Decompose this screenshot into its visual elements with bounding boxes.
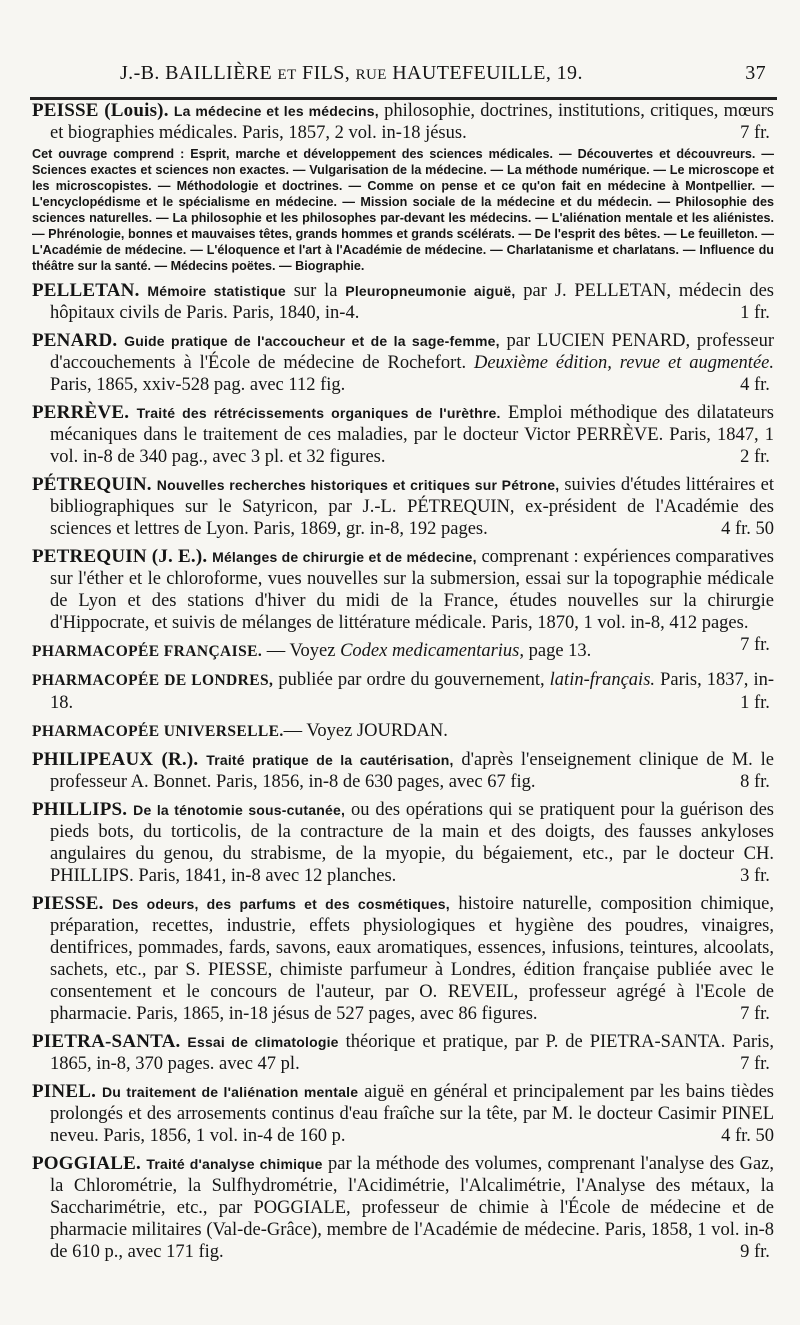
entry-author: PIETRA-SANTA. (32, 1031, 181, 1052)
entry-details: par la méthode des volumes, comprenant l'analyse des Gaz, la Chlorométrie, la Sulfhydrométrie, l'Acidimétrie, l'Alcalimétrie, l'Analyse des métaux, la Saccharimétrie, etc., par POGGIALE, professeur de chimie à l'École de médecine et de pharmacie militaires (Val-de-Grâce), membre de l'Académie de médecine. Paris, 1858, 1 vol. in-8 de 610 p., avec 171 fig. (50, 1154, 775, 1262)
entry-author: PETREQUIN (J. E.). (32, 546, 208, 567)
entry-author: PEISSE (Louis). (32, 100, 169, 121)
entry-title: Essai de climatologie (187, 1034, 339, 1050)
entry-price: 9 fr. (740, 1242, 770, 1262)
entry-phillips (32, 799, 774, 887)
entry-title: Traité pratique de la cautérisation, (206, 752, 454, 768)
entry-details: comprenant : expériences comparatives sur l'éther et le chloroforme, vues nouvelles sur la submersion, essai sur la topographie médicale de Lyon et des stations d'hiver du midi de la France, études nouvelles sur la chirurgie d'Hippocrate, et suivis de mélanges de littérature médicale. Paris, 1870, 1 vol. in-8, 412 pages. (50, 547, 775, 633)
entry-details: d'après l'enseignement clinique de M. le professeur A. Bonnet. Paris, 1856, in-8 de 630 pages, avec 67 fig. (50, 750, 774, 792)
entry-pelletan: PELLETAN. Mémoire statistique sur la Pleuropneumonie aiguë, par J. PELLETAN, médecin des hôpitaux civils de Paris. Paris, 1840, in-4. 1 fr. (32, 280, 775, 323)
entry-title: Des odeurs, des parfums et des cosmétiques, (112, 896, 450, 912)
entry-details: suivies d'études littéraires et bibliographiques sur le Satyricon, par J.-L. PÉTREQUIN, ex-président de l'Académie des sciences et lettres de Lyon. Paris, 1869, gr. in-8, 192 pages. (50, 475, 774, 539)
entry-author: PHARMACOPÉE FRANÇAISE. (32, 643, 263, 660)
catalogue-entries (32, 100, 774, 1269)
entry-title: Mémoire statistique (147, 283, 286, 299)
entry-title: La médecine et les médecins, (173, 103, 379, 119)
entry-price: 8 fr. (740, 772, 770, 792)
entry-title: Du traitement de l'aliénation mentale (101, 1084, 359, 1100)
entry-poggiale (32, 1153, 774, 1263)
entry-author: POGGIALE. (32, 1153, 141, 1174)
entry-author: PELLETAN. (32, 280, 140, 301)
entry-penard: PENARD. Guide pratique de l'accoucheur et de la sage-femme, par LUCIEN PENARD, professeur d'accouchements à l'École de médecine de Rochefort. Deuxième édition, revue et augmentée. Paris, 1865, xxiv-528 pag. avec 112 fig. 4 fr. (32, 330, 774, 395)
entry-details: aiguë en général et principalement par les bains tièdes prolongés et des arrosements continus d'eau fraîche sur la tête, par M. le docteur Casimir PINEL neveu. Paris, 1856, 1 vol. in-4 de 160 p. (50, 1082, 775, 1146)
entry-details: par LUCIEN PENARD, professeur d'accouchements à l'École de médecine de Rochefort. (50, 331, 774, 373)
entry-price: 4 fr. 50 (721, 519, 774, 539)
entry-details: philosophie, doctrines, institutions, critiques, mœurs et biographies médicales. Paris, 1857, 2 vol. in-18 jésus. (50, 101, 775, 143)
entry-title: Traité d'analyse chimique (146, 1156, 323, 1172)
entry-details: — Voyez JOURDAN. (283, 721, 448, 741)
running-head (32, 58, 774, 88)
entry-pinel (32, 1081, 774, 1147)
entry-price: 1 fr. (740, 303, 770, 323)
entry-details: histoire naturelle, composition chimique, préparation, recettes, industrie, effets physiologiques et hygiène des poudres, vinaigres, dentifrices, pommades, fards, savons, eaux aromatiques, essences, infusions, teintures, alcoolats, sachets, etc., par S. PIESSE, chimiste parfumeur à Londres, édition française publiée avec le consentement et le concours de l'auteur, par O. REVEIL, professeur agrégé à l'Ecole de pharmacie. Paris, 1865, in-18 jésus de 527 pages, avec 86 figures. (50, 894, 774, 1024)
entry-author: PHARMACOPÉE UNIVERSELLE. (32, 723, 284, 740)
entry-price: 4 fr. (740, 375, 770, 395)
entry-author: PHARMACOPÉE DE LONDRES, (32, 672, 274, 689)
entry-author: PIESSE. (32, 893, 104, 914)
entry-author: PHILIPEAUX (R.). (32, 749, 199, 770)
entry-note: Cet ouvrage comprend : Esprit, marche et développement des sciences médicales. — Découvertes et découvreurs. — Sciences exactes et sciences non exactes. — Vulgarisation de la médecine. — La méthode numérique. — Le microscope et les microscopistes. — Méthodologie et doctrines. — Comme on pense et ce qu'on fait en médecine à Montpellier. — L'encyclopédisme et le spécialisme en médecine. — Mission sociale de la médecine et du médecin. — Philosophie des sciences naturelles. — La philosophie et les philosophes par-devant les médecins. — L'aliénation mentale et les aliénistes. — Phrénologie, bonnes et mauvaises têtes, grands hommes et grands scélérats. — De l'esprit des bêtes. — Le feuilleton. — L'Académie de médecine. — L'éloquence et l'art à l'Académie de médecine. — Charlatanisme et charlatans. — Influence du théâtre sur la santé. — Médecins poëtes. — Biographie. (32, 147, 774, 273)
page-number: 37 (745, 62, 766, 84)
entry-author: PÉTREQUIN. (32, 474, 152, 495)
entry-author: PINEL. (32, 1081, 97, 1102)
entry-petrequin (32, 474, 774, 540)
entry-title-2: Pleuropneumonie aiguë, (345, 283, 516, 299)
entry-philipeaux (32, 749, 774, 793)
entry-details: Paris, 1837, in-18. (50, 670, 774, 713)
entry-details: par J. PELLETAN, médecin des hôpitaux civils de Paris. Paris, 1840, in-4. (50, 281, 775, 323)
entry-piesse (32, 893, 774, 1025)
entry-price: 7 fr. (740, 1054, 770, 1074)
entry-edition: Deuxième édition, revue et augmentée. (473, 353, 774, 373)
entry-details: Emploi méthodique des dilatateurs mécaniques dans le traitement de ces maladies, par le docteur Victor PERRÈVE. Paris, 1847, 1 vol. in-8 de 340 pag., avec 3 pl. et 32 figures. (50, 403, 775, 467)
entry-pharmacopee-universelle (32, 720, 774, 743)
entry-title: Nouvelles recherches historiques et critiques sur Pétrone, (156, 477, 560, 493)
entry-price: 7 fr. (740, 635, 770, 655)
entry-pietra-santa (32, 1031, 774, 1075)
entry-title: Guide pratique de l'accoucheur et de la sage-femme, (124, 333, 500, 349)
entry-price: 3 fr. (740, 866, 770, 886)
entry-price: 1 fr. (740, 693, 770, 713)
entry-author: PERRÈVE. (32, 402, 130, 423)
entry-details: ou des opérations qui se pratiquent pour la guérison des pieds bots, du torticolis, de la contracture de la main et des doigts, des fausses ankyloses angulaires du genou, du strabisme, de la myopie, du bégaiement, etc., par le docteur CH. PHILLIPS. Paris, 1841, in-8 avec 12 planches. (50, 800, 774, 886)
entry-pharmacopee-londres: PHARMACOPÉE DE LONDRES, publiée par ordre du gouvernement, latin-français. Paris, 1837, in-18. 1 fr. (32, 670, 774, 713)
publisher-address: J.-B. BAILLIÈRE ET FILS, RUE HAUTEFEUILLE, 19. (120, 62, 583, 84)
entry-price: 7 fr. (740, 123, 770, 143)
entry-details: théorique et pratique, par P. de PIETRA-SANTA. Paris, 1865, in-8, 370 pages. avec 47 pl. (50, 1032, 774, 1074)
entry-pharmacopee-francaise: PHARMACOPÉE FRANÇAISE. — Voyez Codex medicamentarius, page 13. (32, 641, 592, 661)
entry-price: 2 fr. (740, 447, 770, 467)
entry-perreve (32, 402, 774, 468)
entry-title: Traité des rétrécissements organiques de l'urèthre. (136, 405, 501, 421)
entry-title: Mélanges de chirurgie et de médecine, (212, 549, 477, 565)
entry-author: PHILLIPS. (32, 799, 128, 820)
entry-price: 7 fr. (740, 1004, 770, 1024)
entry-peisse (32, 100, 774, 274)
entry-language: latin-français. (549, 670, 656, 690)
entry-author: PENARD. (32, 330, 118, 351)
entry-reference: Codex medicamentarius, (340, 641, 524, 661)
entry-title: De la ténotomie sous-cutanée, (133, 802, 346, 818)
entry-price: 4 fr. 50 (721, 1126, 774, 1146)
